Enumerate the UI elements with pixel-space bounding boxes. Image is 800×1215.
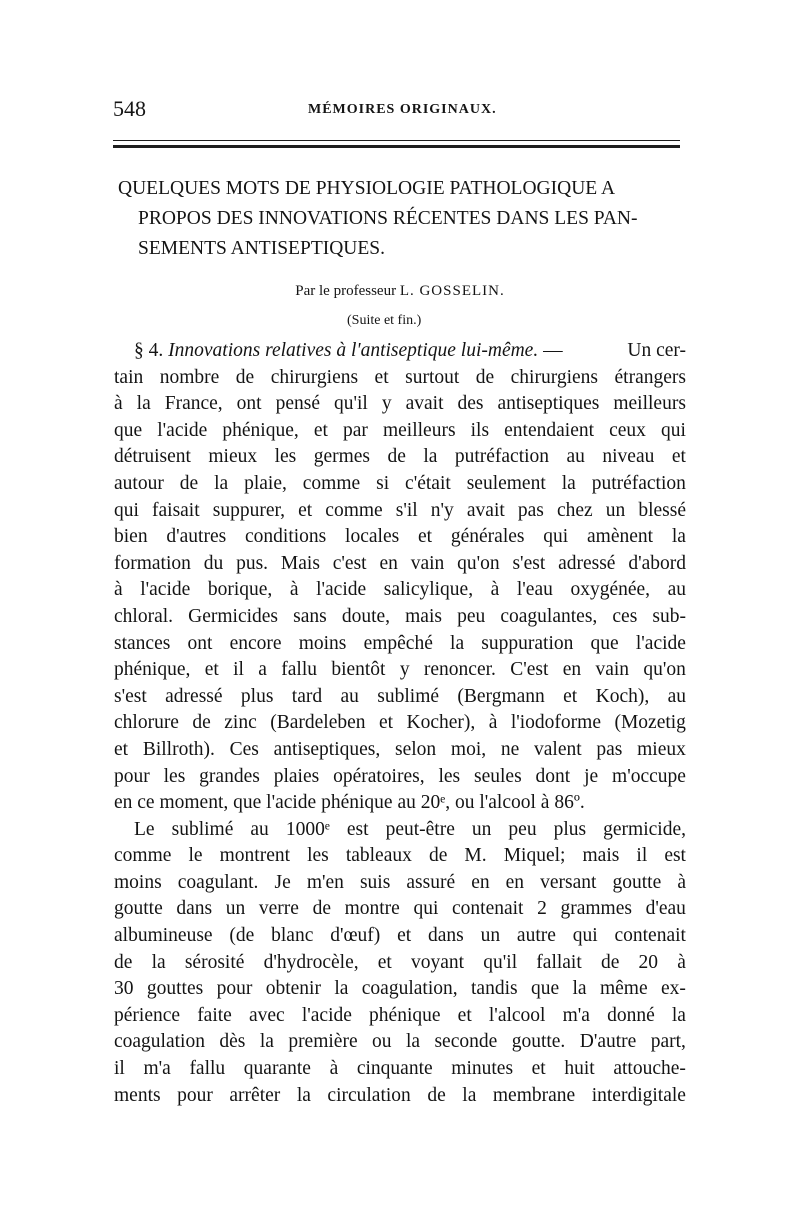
byline [0, 283, 800, 300]
body-line: s'est adressé plus tard au sublimé (Bergmann et Koch), au [114, 685, 686, 707]
body-line: qui faisait suppurer, et comme s'il n'y avait pas chez un blessé [114, 499, 686, 521]
body-line: en ce moment, que l'acide phénique au 20ᵉ, ou l'alcool à 86º. [114, 792, 585, 814]
article-title [118, 174, 688, 264]
body-line: comme le montrent les tableaux de M. Miquel; mais il est [114, 845, 686, 867]
body-line: de la sérosité d'hydrocèle, et voyant qu'il fallait de 20 à [114, 951, 686, 973]
body-line: goutte dans un verre de montre qui contenait 2 grammes d'eau [114, 898, 686, 920]
title-line: PROPOS DES INNOVATIONS RÉCENTES DANS LES PAN- [138, 208, 638, 229]
title-line: SEMENTS ANTISEPTIQUES. [138, 238, 386, 259]
body-line: albumineuse (de blanc d'œuf) et dans un autre qui contenait [114, 925, 686, 947]
body-line: que l'acide phénique, et par meilleurs ils entendaient ceux qui [114, 419, 686, 441]
body-line: périence faite avec l'acide phénique et l'alcool m'a donné la [114, 1004, 686, 1026]
section-title: Innovations relatives à l'antiseptique lui-même. [168, 340, 539, 361]
byline-prefix: Par le professeur [295, 283, 397, 299]
body-line: Un cer- [627, 340, 686, 361]
section-dash: — [543, 340, 563, 361]
header-rule-thick [113, 145, 680, 148]
body-line: moins coagulant. Je m'en suis assuré en en versant goutte à [114, 871, 686, 893]
page-number: 548 [113, 96, 146, 121]
body-line: à la France, ont pensé qu'il y avait des antiseptiques meilleurs [114, 393, 686, 415]
section-marker: § 4. [134, 340, 164, 361]
title-line: QUELQUES MOTS DE PHYSIOLOGIE PATHOLOGIQUE A [118, 178, 616, 199]
author-name: L. GOSSELIN. [399, 283, 505, 299]
body-line: bien d'autres conditions locales et générales qui amènent la [114, 526, 686, 548]
body-line: coagulation dès la première ou la seconde goutte. D'autre part, [114, 1031, 686, 1053]
body-line: stances ont encore moins empêché la suppuration que l'acide [114, 632, 686, 654]
body-line: détruisent mieux les germes de la putréfaction au niveau et [114, 446, 686, 468]
body-line: il m'a fallu quarante à cinquante minutes et huit attouche- [114, 1058, 686, 1080]
body-line: ments pour arrêter la circulation de la membrane interdigitale [114, 1084, 686, 1106]
header-rule-thin [113, 140, 680, 141]
body-line: pour les grandes plaies opératoires, les seules dont je m'occupe [114, 765, 686, 787]
body-text [114, 338, 686, 1109]
body-line: et Billroth). Ces antiseptiques, selon moi, ne valent pas mieux [114, 738, 686, 760]
continuation-note: (Suite et fin.) [347, 313, 422, 328]
body-line: autour de la plaie, comme si c'était seulement la putréfaction [114, 472, 686, 494]
body-line: formation du pus. Mais c'est en vain qu'on s'est adressé d'abord [114, 552, 686, 574]
body-line: phénique, et il a fallu bientôt y renoncer. C'est en vain qu'on [114, 659, 686, 681]
section-heading-line [114, 338, 686, 365]
body-line: chlorure de zinc (Bardeleben et Kocher), à l'iodoforme (Mozetig [114, 712, 686, 734]
running-head [113, 96, 680, 126]
body-line: à l'acide borique, à l'acide salicylique, à l'eau oxygénée, au [114, 579, 686, 601]
section-lead [134, 338, 563, 365]
body-line: 30 gouttes pour obtenir la coagulation, tandis que la même ex- [114, 978, 686, 1000]
body-line: tain nombre de chirurgiens et surtout de chirurgiens étrangers [114, 366, 686, 388]
running-title: MÉMOIRES ORIGINAUX. [308, 102, 497, 117]
body-line: Le sublimé au 1000ᵉ est peut-être un peu plus germicide, [134, 818, 686, 840]
body-line: chloral. Germicides sans doute, mais peu coagulantes, ces sub- [114, 605, 686, 627]
